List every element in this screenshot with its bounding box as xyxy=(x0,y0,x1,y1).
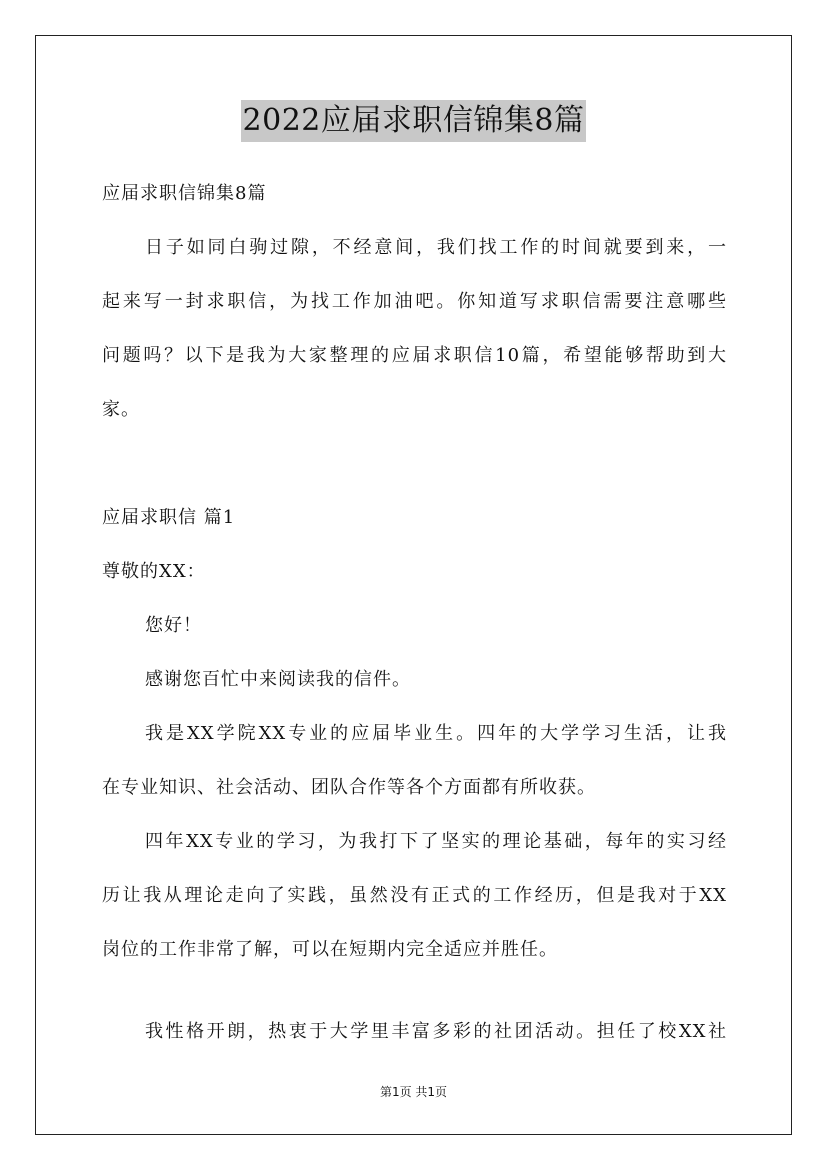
document-title: 2022应届求职信锦集8篇 xyxy=(241,100,587,142)
paragraph-line: 在专业知识、社会活动、团队合作等各个方面都有所收获。 xyxy=(102,777,596,798)
paragraph-line: 历让我从理论走向了实践，虽然没有正式的工作经历，但是我对于XX xyxy=(102,885,727,906)
paragraph-line: 我是XX学院XX专业的应届毕业生。四年的大学学习生活，让我 xyxy=(145,723,727,744)
intro-line-2: 起来写一封求职信，为找工作加油吧。你知道写求职信需要注意哪些 xyxy=(102,291,727,312)
paragraph-line: 岗位的工作非常了解，可以在短期内完全适应并胜任。 xyxy=(102,939,558,960)
paragraph-line: 我性格开朗，热衷于大学里丰富多彩的社团活动。担任了校XX社 xyxy=(145,1021,727,1042)
section-heading: 应届求职信 篇1 xyxy=(102,507,236,528)
page-number-footer: 第1页 共1页 xyxy=(379,1085,448,1099)
paragraph-thanks: 感谢您百忙中来阅读我的信件。 xyxy=(145,669,411,690)
title-container xyxy=(0,100,827,142)
intro-line-1: 日子如同白驹过隙，不经意间，我们找工作的时间就要到来，一 xyxy=(145,237,727,258)
intro-line-4: 家。 xyxy=(102,399,140,420)
paragraph-line: 四年XX专业的学习，为我打下了坚实的理论基础，每年的实习经 xyxy=(145,831,727,852)
salutation: 尊敬的XX： xyxy=(102,561,206,582)
subtitle-line: 应届求职信锦集8篇 xyxy=(102,183,267,204)
intro-line-3: 问题吗？以下是我为大家整理的应届求职信10篇，希望能够帮助到大 xyxy=(102,345,727,366)
greeting: 您好！ xyxy=(145,615,202,636)
